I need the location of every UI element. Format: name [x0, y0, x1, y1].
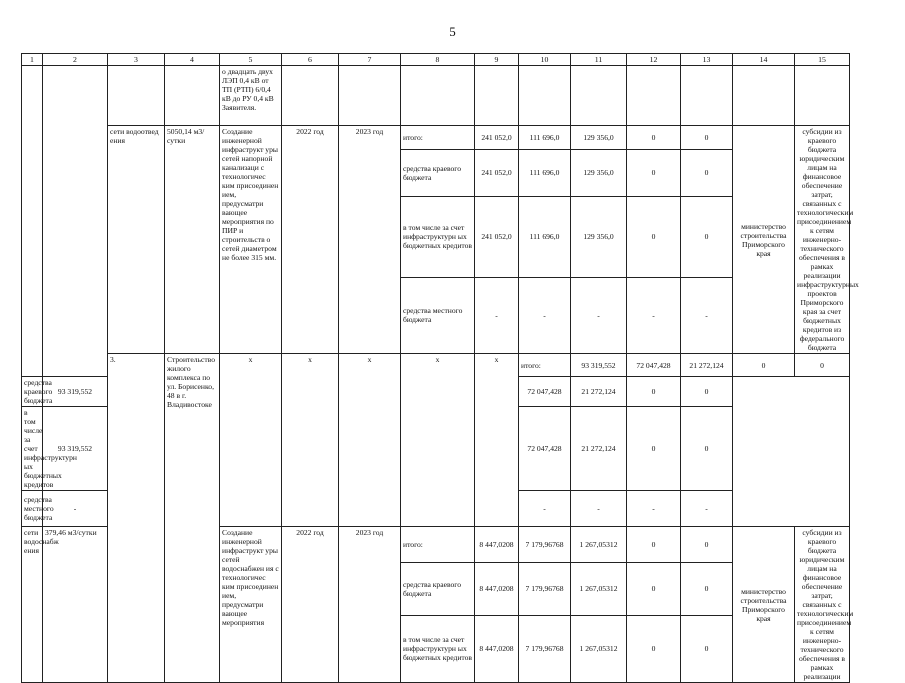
responsible-body: министерство строительства Приморского края: [733, 527, 795, 683]
header-cell: 2: [43, 54, 108, 66]
value-cell: -: [681, 491, 733, 527]
value-cell: 0: [627, 196, 681, 277]
header-cell: 15: [795, 54, 850, 66]
item-title: Строительство жилого комплекса по ул. Борисенко, 48 в г. Владивостоке: [165, 354, 220, 683]
value-cell: 111 696,0: [519, 196, 571, 277]
value-cell: 8 447,0208: [475, 527, 519, 563]
value-cell: 241 052,0: [475, 196, 519, 277]
table-cell: х: [282, 354, 339, 527]
table-cell: [475, 66, 519, 126]
table-cell: [282, 66, 339, 126]
value-cell: 241 052,0: [475, 150, 519, 196]
start-year: 2022 год: [282, 126, 339, 354]
row-label: итого:: [519, 354, 571, 377]
header-cell: 12: [627, 54, 681, 66]
capacity: 379,46 м3/сутки: [43, 527, 108, 683]
value-cell: 72 047,428: [627, 354, 681, 377]
value-cell: 0: [627, 527, 681, 563]
value-cell: 0: [681, 563, 733, 616]
table-row: [22, 66, 850, 126]
value-cell: 7 179,96768: [519, 615, 571, 682]
header-cell: 8: [401, 54, 475, 66]
header-cell: 9: [475, 54, 519, 66]
value-cell: 0: [681, 615, 733, 682]
value-cell: 129 356,0: [571, 150, 627, 196]
row-label: средства местного бюджета: [22, 491, 43, 527]
table-cell: [733, 66, 795, 126]
value-cell: 72 047,428: [519, 377, 571, 407]
table-cell: [571, 66, 627, 126]
table-cell: [627, 66, 681, 126]
value-cell: -: [681, 277, 733, 353]
cont-description: о двадцать двух ЛЭП 0,4 кВ от ТП (РТП) 6/0,4 кВ до РУ 0,4 кВ Заявителя.: [220, 66, 282, 126]
value-cell: 0: [627, 126, 681, 150]
table-cell: [401, 66, 475, 126]
value-cell: 0: [681, 377, 733, 407]
table-cell: х: [339, 354, 401, 527]
funding-source: субсидии из краевого бюджета юридическим лицам на финансовое обеспечение затрат, связанных с технологическим присоединением к сетям инженерно-технического обеспечения в рамках реализации: [795, 527, 850, 683]
table-row: [22, 126, 850, 150]
table-cell: [43, 66, 108, 377]
table-cell: [681, 66, 733, 126]
value-cell: 0: [627, 150, 681, 196]
value-cell: 129 356,0: [571, 196, 627, 277]
value-cell: 8 447,0208: [475, 615, 519, 682]
value-cell: 7 179,96768: [519, 527, 571, 563]
page-number: 5: [449, 24, 456, 39]
header-cell: 1: [22, 54, 43, 66]
value-cell: 111 696,0: [519, 150, 571, 196]
row-label: средства местного бюджета: [401, 277, 475, 353]
responsible-body: министерство строительства Приморского края: [733, 126, 795, 354]
item-number: 3.: [108, 354, 165, 683]
value-cell: -: [571, 491, 627, 527]
object-type: сети водоотвед ения: [108, 126, 165, 354]
value-cell: -: [519, 277, 571, 353]
header-cell: 4: [165, 54, 220, 66]
funding-source: субсидии из краевого бюджета юридическим лицам на финансовое обеспечение затрат, связанных с технологическим присоединением к сетям инженерно-технического обеспечения в рамках реализации инфраструктурных проектов Приморского края за счет бюджетных кредитов из федерального бюджета: [795, 126, 850, 354]
value-cell: 0: [681, 196, 733, 277]
value-cell: 0: [627, 615, 681, 682]
row-label: итого:: [401, 126, 475, 150]
row-label: средства краевого бюджета: [401, 150, 475, 196]
table-cell: х: [220, 354, 282, 527]
value-cell: 72 047,428: [519, 407, 571, 491]
description: Создание инженерной инфраструкт уры сетей напорной канализаци с технологичес ким присоединен ием, предусматри вающее мероприятия по ПИР и строительств о сетей диаметром не более 315 мм.: [220, 126, 282, 354]
table-cell: [339, 66, 401, 126]
value-cell: 1 267,05312: [571, 563, 627, 616]
table-cell: [165, 66, 220, 126]
row-label: в том числе за счет инфраструктурн ых бюджетных кредитов: [401, 196, 475, 277]
value-cell: 0: [795, 354, 850, 377]
value-cell: -: [571, 277, 627, 353]
object-type: сети водоснабж ения: [22, 527, 43, 683]
value-cell: 7 179,96768: [519, 563, 571, 616]
start-year: 2022 год: [282, 527, 339, 683]
value-cell: 21 272,124: [681, 354, 733, 377]
value-cell: 241 052,0: [475, 126, 519, 150]
description: Создание инженерной инфраструкт уры сетей водоснабжен ия с технологичес ким присоединен ием, предусматри вающее мероприятия: [220, 527, 282, 683]
value-cell: 93 319,552: [43, 407, 108, 491]
value-cell: -: [43, 491, 108, 527]
value-cell: -: [627, 491, 681, 527]
value-cell: 21 272,124: [571, 407, 627, 491]
row-label: в том числе за счет инфраструктурн ых бюджетных кредитов: [401, 615, 475, 682]
header-cell: 10: [519, 54, 571, 66]
header-cell: 13: [681, 54, 733, 66]
end-year: 2023 год: [339, 126, 401, 354]
value-cell: 21 272,124: [571, 377, 627, 407]
funding-table: [21, 53, 859, 683]
header-cell: 3: [108, 54, 165, 66]
value-cell: 0: [681, 150, 733, 196]
table-row: [22, 354, 850, 377]
row-label: в том числе за счет инфраструктурн ых бюджетных кредитов: [22, 407, 43, 491]
value-cell: 93 319,552: [43, 377, 108, 407]
table-cell: [795, 66, 850, 126]
value-cell: -: [627, 277, 681, 353]
value-cell: 0: [681, 126, 733, 150]
row-label: средства краевого бюджета: [401, 563, 475, 616]
value-cell: 0: [627, 377, 681, 407]
capacity: 5050,14 м3/сутки: [165, 126, 220, 354]
row-label: итого:: [401, 527, 475, 563]
value-cell: 1 267,05312: [571, 615, 627, 682]
header-cell: 11: [571, 54, 627, 66]
table-cell: х: [401, 354, 475, 527]
value-cell: 0: [733, 354, 795, 377]
value-cell: 93 319,552: [571, 354, 627, 377]
value-cell: 0: [681, 407, 733, 491]
value-cell: 8 447,0208: [475, 563, 519, 616]
table-cell: [22, 66, 43, 377]
table-cell: [519, 66, 571, 126]
header-cell: 6: [282, 54, 339, 66]
end-year: 2023 год: [339, 527, 401, 683]
header-cell: 7: [339, 54, 401, 66]
row-label: средства краевого бюджета: [22, 377, 43, 407]
value-cell: 0: [681, 527, 733, 563]
value-cell: 129 356,0: [571, 126, 627, 150]
value-cell: -: [475, 277, 519, 353]
value-cell: 1 267,05312: [571, 527, 627, 563]
header-cell: 5: [220, 54, 282, 66]
value-cell: 111 696,0: [519, 126, 571, 150]
table-cell: [108, 66, 165, 126]
column-number-row: [22, 54, 850, 66]
value-cell: 0: [627, 563, 681, 616]
table-cell: х: [475, 354, 519, 527]
header-cell: 14: [733, 54, 795, 66]
value-cell: 0: [627, 407, 681, 491]
value-cell: -: [519, 491, 571, 527]
